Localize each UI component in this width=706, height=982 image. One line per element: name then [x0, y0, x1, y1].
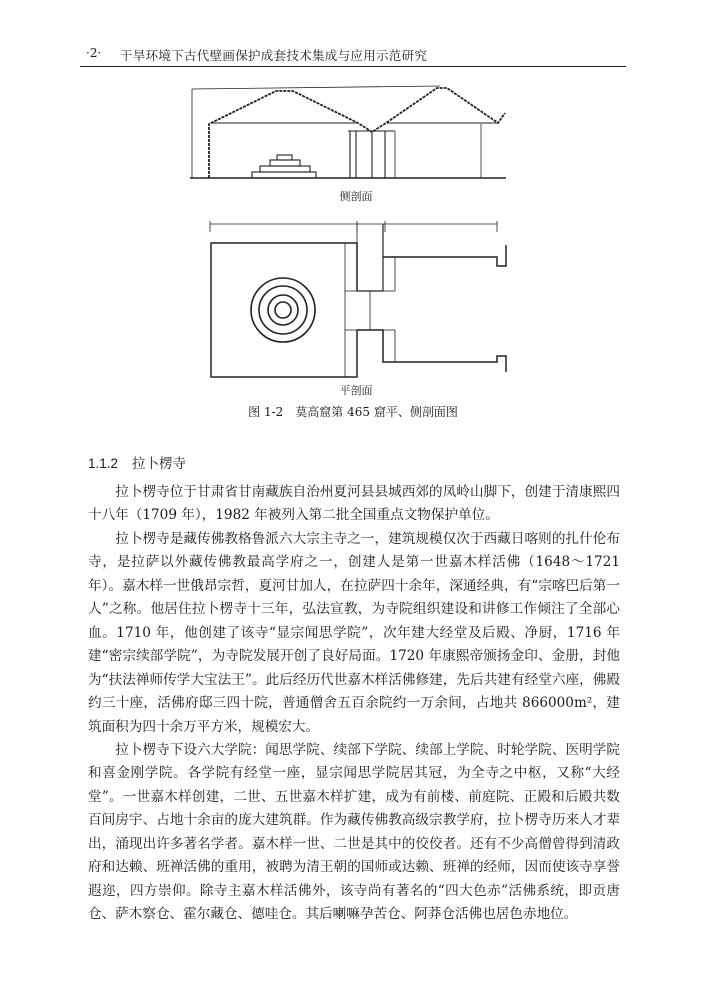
page-number: ·2·: [86, 46, 102, 60]
side-section: [190, 86, 506, 178]
cave-section-drawing: [0, 0, 706, 420]
body-text: [88, 481, 620, 927]
section-heading: [88, 452, 186, 472]
side-section-label: 侧剖面: [339, 190, 373, 203]
section-number: 1.1.2: [88, 456, 119, 471]
section-title: 拉卜楞寺: [132, 456, 187, 471]
figure-caption: 图 1-2 莫高窟第 465 窟平、侧剖面图: [248, 405, 458, 419]
plan-section: [210, 221, 506, 377]
paragraph: 拉卜楞寺位于甘肃省甘南藏族自治州夏河县县城西郊的凤岭山脚下，创建于清康熙四十八年（1709 年），1982 年被列入第二批全国重点文物保护单位。: [88, 484, 620, 524]
mandala-circles: [251, 278, 315, 342]
plan-section-label: 平剖面: [339, 384, 373, 397]
paragraph: 拉卜楞寺是藏传佛教格鲁派六大宗主寺之一，建筑规模仅次于西藏日喀则的扎什伦布寺，是拉萨以外藏传佛教最高学府之一，创建人是第一世嘉木样活佛（1648～1721 年）。嘉木样一世俄昂宗哲，夏河甘加人，在拉萨四十余年，深通经典，有“宗喀巴后第一人”之称。他居住拉卜楞寺十三年，弘法宣教，为寺院组织建设和讲修工作倾注了全部心血。1710 年，他创建了该寺“显宗闻思学院”，次年建大经堂及后殿、净厨，1716 年建“密宗续部学院”，为寺院发展开创了良好局面。1720 年康熙帝颁扬金印、金册，封他为“扶法禅师传学大宝法王”。此后经历代世嘉木样活佛修建，先后共建有经堂六座，佛殿约三十座，活佛府邸三四十院，普通僧舍五百余院约一万余间，占地共 866000m²，建筑面积为四十余万平方米，规模宏大。: [88, 530, 620, 735]
running-title: 干旱环境下古代壁画保护成套技术集成与应用示范研究: [120, 48, 428, 63]
paragraph: 拉卜楞寺下设六大学院：闻思学院、续部下学院、续部上学院、时轮学院、医明学院和喜金刚学院。各学院有经堂一座，显宗闻思学院居其冠，为全寺之中枢，又称“大经堂”。一世嘉木样创建，二世、五世嘉木样扩建，成为有前楼、前庭院、正殿和后殿共数百间房宇、占地十余亩的庞大建筑群。作为藏传佛教高级宗教学府，拉卜楞寺历来人才辈出，涌现出许多著名学者。嘉木样一世、二世是其中的佼佼者。还有不少高僧曾得到清政府和达赖、班禅活佛的重用，被聘为清王朝的国师或达赖、班禅的经师，因而使该寺享誉遐迩，四方崇仰。除寺主嘉木样活佛外，该寺尚有著名的“四大色赤”活佛系统，即贡唐仓、萨木察仓、霍尔藏仓、德哇仓。其后喇嘛孕苦仓、阿莽仓活佛也居色赤地位。: [88, 741, 620, 923]
